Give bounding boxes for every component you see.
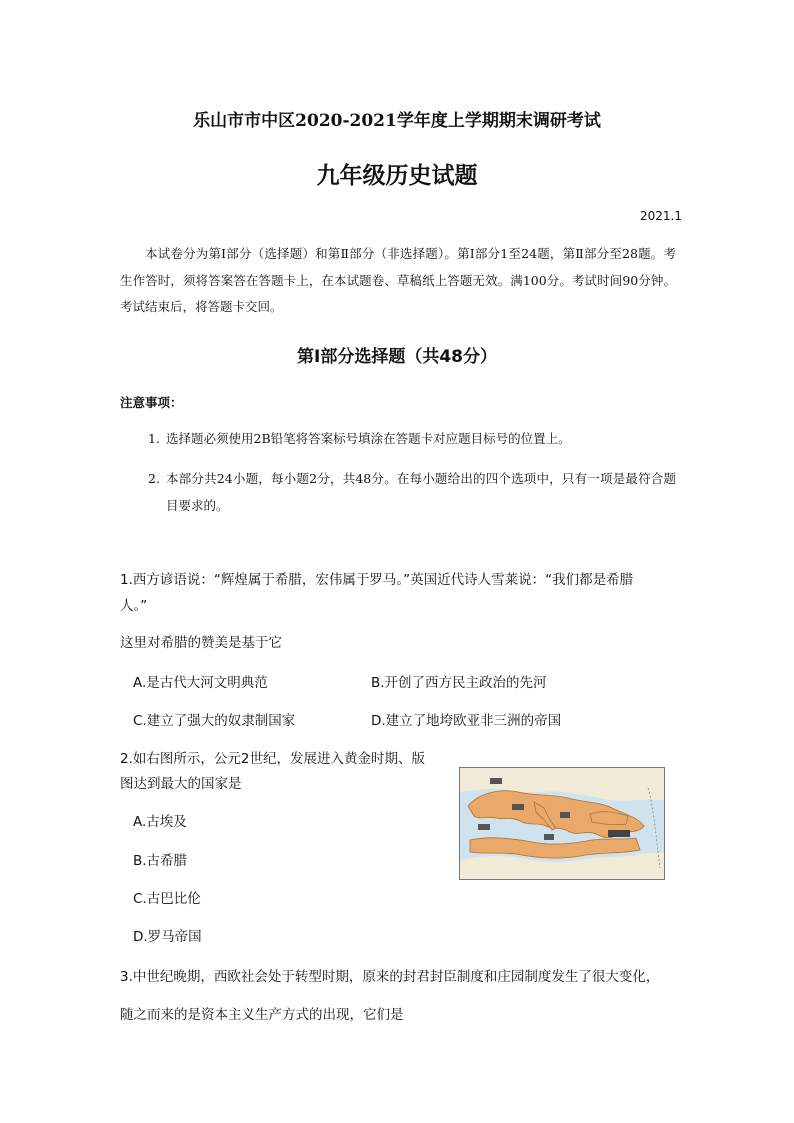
map-label-marker — [608, 830, 630, 837]
exam-date: 2021.1 — [640, 209, 682, 223]
question-2-stem-cont: 图达到最大的国家是 — [120, 776, 242, 792]
notice-item-number: 2. — [148, 471, 160, 486]
map-illustration — [460, 768, 664, 879]
question-3-stem-cont: 随之而来的是资本主义生产方式的出现，它们是 — [120, 1007, 404, 1023]
exam-title: 乐山市市中区2020-2021学年度上学期期末调研考试 — [193, 111, 601, 131]
question-2-option-c: C.古巴比伦 — [133, 891, 201, 907]
intro-paragraph — [120, 241, 676, 321]
question-1-stem-cont: 人。” — [120, 598, 148, 614]
question-1-option-b: B.开创了西方民主政治的先河 — [371, 675, 547, 691]
question-1-option-a: A.是古代大河文明典范 — [133, 675, 268, 691]
question-1-stem: 1.西方谚语说：“辉煌属于希腊，宏伟属于罗马。”英国近代诗人雪莱说：“我们都是希腊 — [120, 572, 634, 588]
section-heading: 第Ⅰ部分选择题（共48分） — [297, 347, 497, 367]
question-3-stem: 3.中世纪晚期，西欧社会处于转型时期，原来的封君封臣制度和庄园制度发生了很大变化， — [120, 969, 660, 985]
exam-subject-title: 九年级历史试题 — [316, 163, 478, 189]
question-1-option-c: C.建立了强大的奴隶制国家 — [133, 713, 296, 729]
notice-item-number: 1. — [148, 431, 160, 446]
map-label-marker — [478, 824, 490, 830]
map-label-marker — [512, 804, 524, 810]
question-2-option-d: D.罗马帝国 — [133, 929, 202, 945]
roman-empire-map-image — [459, 767, 665, 880]
notice-item — [148, 425, 676, 452]
question-2-stem: 2.如右图所示，公元2世纪，发展进入黄金时期、版 — [120, 751, 425, 767]
notice-item — [148, 465, 676, 519]
question-2-option-b: B.古希腊 — [133, 853, 188, 869]
question-1-option-d: D.建立了地垮欧亚非三洲的帝国 — [371, 713, 562, 729]
notice-item-text: 选择题必须使用2B铅笔将答案标号填涂在答题卡对应题目标号的位置上。 — [166, 431, 571, 446]
notice-title: 注意事项： — [120, 395, 183, 410]
map-label-marker — [490, 778, 502, 784]
notice-item-text: 本部分共24小题，每小题2分，共48分。在每小题给出的四个选项中，只有一项是最符合题目要求的。 — [166, 471, 676, 513]
map-label-marker — [544, 834, 554, 840]
intro-text: 本试卷分为第Ⅰ部分（选择题）和第Ⅱ部分（非选择题）。第Ⅰ部分1至24题，第Ⅱ部分至28题。考生作答时，须将答案答在答题卡上，在本试题卷、草稿纸上答题无效。满100分。考试时间90分钟。考试结束后，将答题卡交回。 — [120, 246, 676, 314]
map-label-marker — [560, 812, 570, 818]
question-2-option-a: A.古埃及 — [133, 814, 187, 830]
question-1-prompt: 这里对希腊的赞美是基于它 — [120, 635, 282, 651]
